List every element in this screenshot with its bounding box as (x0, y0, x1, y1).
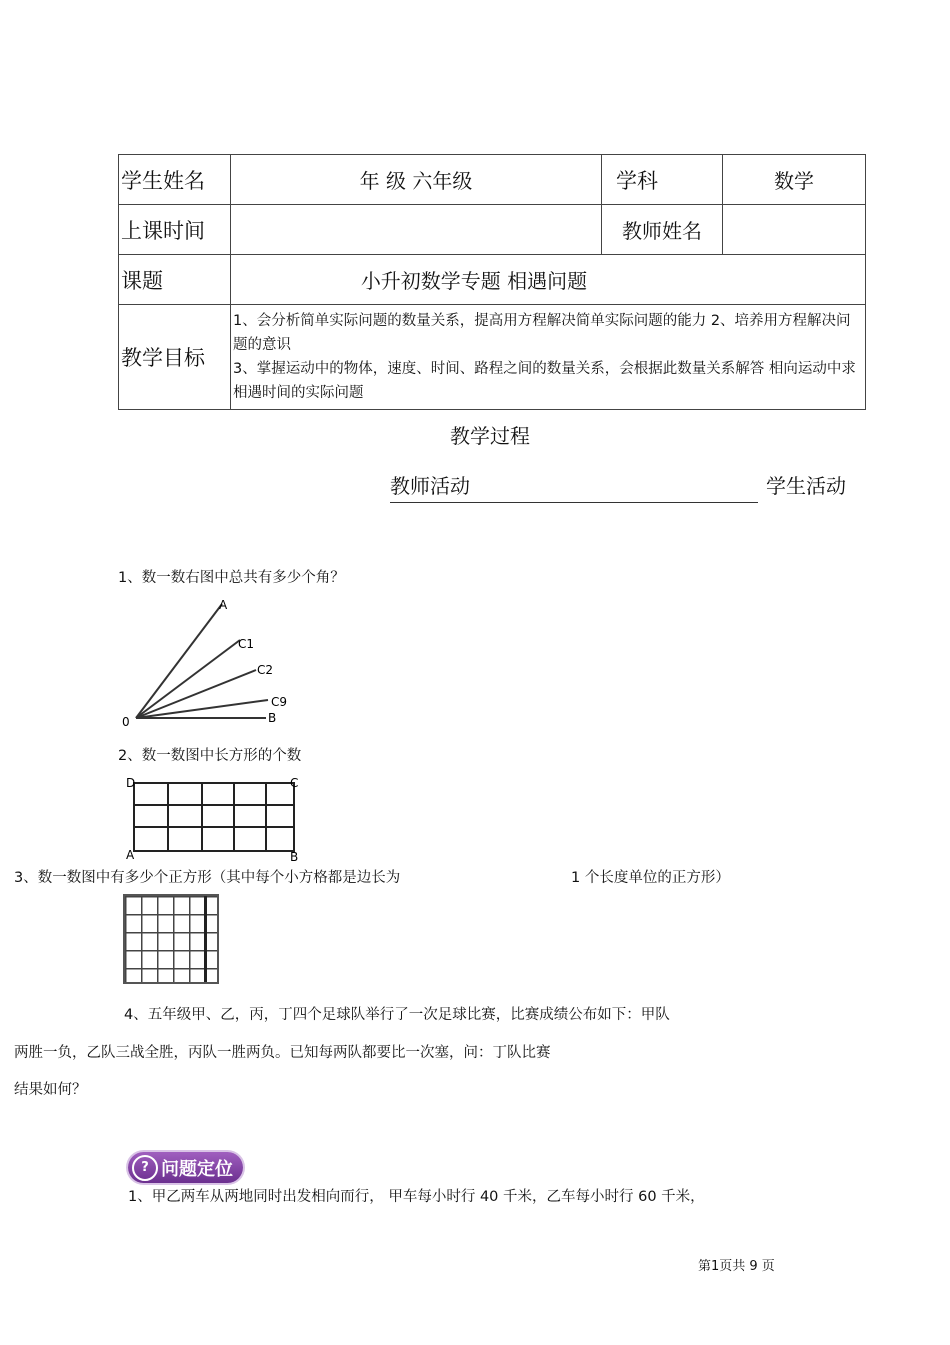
label-c2: C2 (257, 663, 274, 677)
page-footer: 第1页共 9 页 (698, 1259, 775, 1274)
student-activity-heading: 学生活动 (766, 474, 846, 498)
square-grid-figure (123, 894, 219, 984)
label-b-rect: B (290, 850, 299, 863)
goals-line-1: 1、会分析简单实际问题的数量关系，提高用方程解决简单实际问题的能力 2、培养用方程解决问题的意识 (233, 313, 851, 353)
question-3-part-2: 1 个长度单位的正方形） (571, 870, 730, 886)
label-a: A (219, 598, 228, 612)
question-4-line-2: 两胜一负，乙队三战全胜，丙队一胜两负。已知每两队都要比一次塞，问：丁队比赛 (14, 1045, 551, 1061)
question-mark-icon: ? (132, 1155, 158, 1181)
class-time-label: 上课时间 (119, 205, 231, 255)
question-2: 2、数一数图中长方形的个数 (118, 748, 302, 764)
question-4-line-3: 结果如何？ (14, 1082, 87, 1098)
teacher-name-value (723, 205, 866, 255)
topic-label: 课题 (119, 255, 231, 305)
label-c: C (290, 776, 299, 790)
question-3-part-1: 3、数一数图中有多少个正方形（其中每个小方格都是边长为 (14, 870, 401, 886)
goals-label: 教学目标 (119, 305, 231, 410)
goals-line-2: 3、掌握运动中的物体，速度、时间、路程之间的数量关系，会根据此数量关系解答 相向运动中求相遇时间的实际问题 (233, 361, 856, 401)
rectangle-figure (122, 773, 310, 863)
teacher-activity-heading: 教师活动 (390, 470, 758, 503)
problem-position-badge (128, 1152, 243, 1183)
question-1: 1、数一数右图中总共有多少个角？ (118, 570, 345, 586)
process-title: 教学过程 (450, 424, 530, 448)
class-time-value (231, 205, 602, 255)
label-c1: C1 (238, 637, 255, 651)
label-b: B (268, 711, 277, 725)
badge-label: 问题定位 (161, 1158, 233, 1180)
subject-label: 学科 (602, 155, 723, 205)
teacher-name-label: 教师姓名 (602, 205, 723, 255)
label-a-rect: A (126, 848, 135, 862)
lesson-info-table (118, 154, 866, 410)
problem-1: 1、甲乙两车从两地同时出发相向而行， 甲车每小时行 40 千米，乙车每小时行 60 千米， (128, 1189, 705, 1205)
question-4-line-1: 4、五年级甲、乙，丙，丁四个足球队举行了一次足球比赛，比赛成绩公布如下：甲队 (124, 1007, 670, 1023)
label-o: 0 (122, 715, 130, 729)
angle-figure (118, 594, 298, 730)
student-name-label: 学生姓名 (119, 155, 231, 205)
topic-value: 小升初数学专题 相遇问题 (231, 255, 866, 305)
label-c9: C9 (271, 695, 288, 709)
goals-cell (231, 305, 866, 410)
outer-rectangle (134, 783, 294, 851)
subject-value: 数学 (723, 155, 866, 205)
grade-cell: 年 级 六年级 (231, 155, 602, 205)
label-d: D (126, 776, 136, 790)
